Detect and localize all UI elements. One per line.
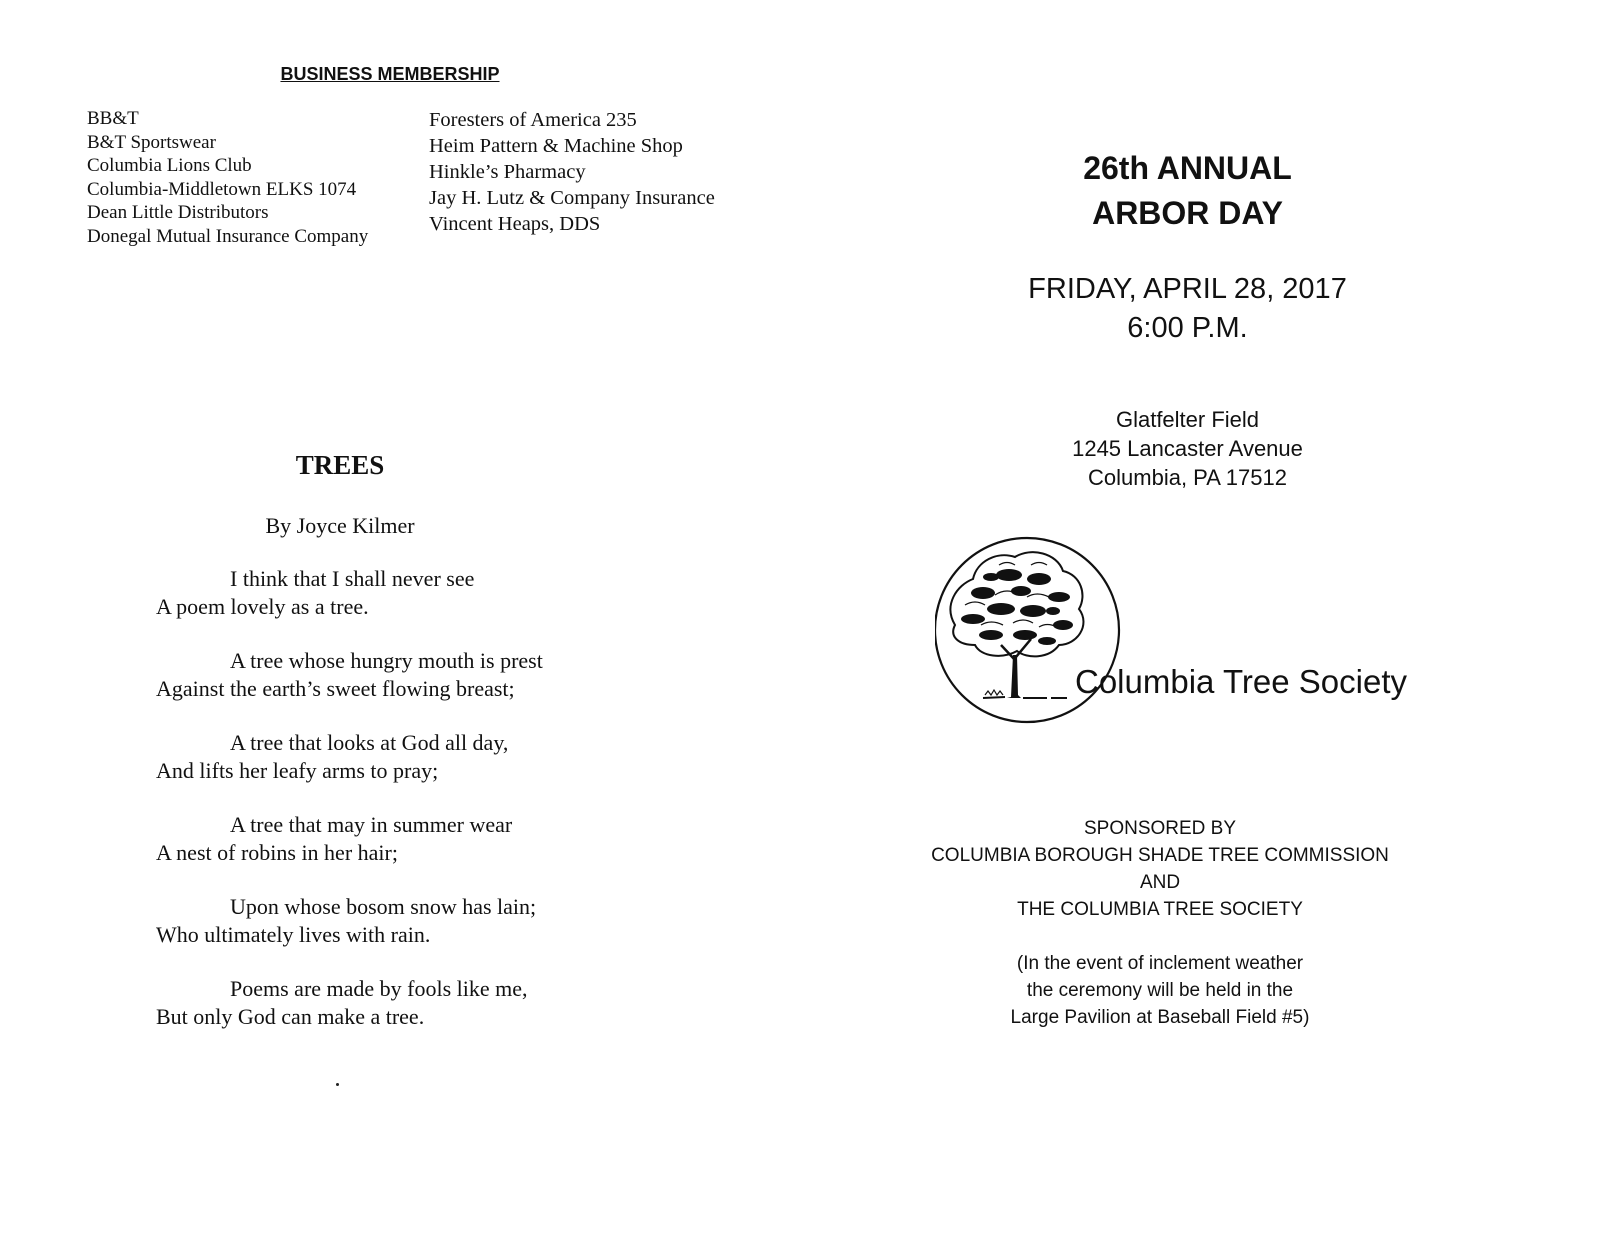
business-list-item: Jay H. Lutz & Company Insurance	[429, 187, 715, 209]
columbia-tree-society-logo	[935, 535, 1435, 745]
business-list-item: BB&T	[87, 108, 139, 129]
poem-line: A tree whose hungry mouth is prest	[230, 648, 543, 673]
weather-note-line: (In the event of inclement weather	[1016, 953, 1304, 974]
event-time: 6:00 P.M.	[1127, 312, 1248, 344]
event-title-line: 26th ANNUAL	[1083, 150, 1292, 186]
business-list-column-2	[429, 107, 715, 237]
poem-stanza	[156, 565, 543, 621]
poem-line: But only God can make a tree.	[156, 1004, 425, 1029]
poem-stanza	[156, 975, 543, 1031]
venue-city: Columbia, PA 17512	[1088, 465, 1287, 490]
poem-stanza	[156, 647, 543, 703]
poem-line: Poems are made by fools like me,	[230, 976, 528, 1001]
sponsor-label: SPONSORED BY	[1083, 818, 1237, 839]
business-list-item: Columbia-Middletown ELKS 1074	[87, 178, 357, 200]
weather-note-line: Large Pavilion at Baseball Field #5)	[1010, 1007, 1310, 1028]
poem-line: I think that I shall never see	[230, 566, 475, 591]
event-title	[950, 146, 1425, 236]
business-list-column-1	[87, 107, 368, 248]
sponsor-block	[920, 815, 1400, 923]
venue-name: Glatfelter Field	[1115, 407, 1260, 432]
poem-line: A tree that looks at God all day,	[230, 730, 509, 755]
poem-stanza	[156, 811, 543, 867]
event-venue	[950, 405, 1425, 492]
event-title-line: ARBOR DAY	[1092, 195, 1283, 231]
business-membership-title: BUSINESS MEMBERSHIP	[280, 64, 500, 84]
scan-speck	[336, 1083, 339, 1086]
poem-line: Against the earth’s sweet flowing breast;	[156, 676, 515, 701]
business-list-item: Foresters of America 235	[429, 109, 637, 131]
poem-body	[156, 565, 543, 1057]
business-list-item: Columbia Lions Club	[87, 155, 252, 176]
poem-line: A nest of robins in her hair;	[156, 840, 398, 865]
logo-text: Columbia Tree Society	[1075, 663, 1407, 700]
business-list-item: Heim Pattern & Machine Shop	[429, 135, 683, 157]
weather-note-line: the ceremony will be held in the	[1026, 980, 1294, 1001]
poem-author: By Joyce Kilmer	[265, 513, 415, 538]
poem-line: A poem lovely as a tree.	[156, 594, 369, 619]
business-list-item: Donegal Mutual Insurance Company	[87, 225, 369, 247]
poem-line: A tree that may in summer wear	[230, 812, 513, 837]
poem-line: And lifts her leafy arms to pray;	[156, 758, 439, 783]
poem-line: Who ultimately lives with rain.	[156, 922, 431, 947]
venue-street: 1245 Lancaster Avenue	[1072, 436, 1303, 461]
event-datetime	[950, 270, 1425, 348]
poem-line: Upon whose bosom snow has lain;	[230, 894, 537, 919]
business-list-item: B&T Sportswear	[87, 131, 216, 153]
sponsor-name: COLUMBIA BOROUGH SHADE TREE COMMISSION	[931, 845, 1389, 866]
business-list-item: Vincent Heaps, DDS	[429, 213, 601, 235]
poem-stanza	[156, 729, 543, 785]
poem-stanza	[156, 893, 543, 949]
business-list-item: Dean Little Distributors	[87, 202, 269, 223]
sponsor-name: THE COLUMBIA TREE SOCIETY	[1017, 899, 1303, 920]
event-date: FRIDAY, APRIL 28, 2017	[1028, 273, 1347, 305]
sponsor-conjunction: AND	[1139, 872, 1181, 893]
poem-title: TREES	[295, 450, 385, 480]
tree-logo-icon	[935, 535, 1435, 745]
weather-note	[920, 950, 1400, 1031]
business-list-item: Hinkle’s Pharmacy	[429, 161, 586, 183]
